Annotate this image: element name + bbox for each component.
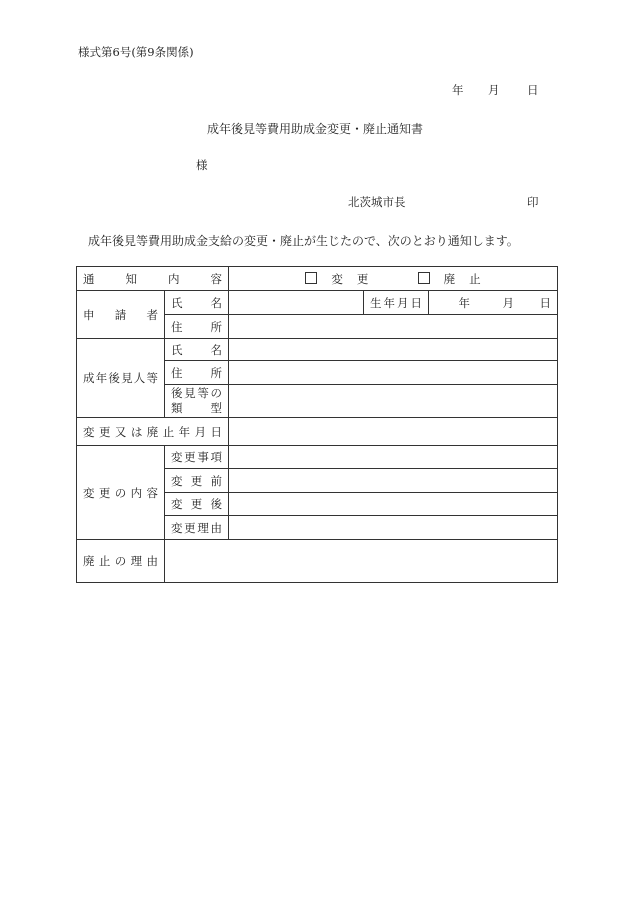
birthdate-label-cell bbox=[364, 291, 429, 315]
abolish-checkbox-icon[interactable] bbox=[418, 272, 430, 284]
change-option-label: 変 更 bbox=[331, 271, 369, 286]
applicant-name-label-cell bbox=[165, 291, 229, 315]
change-option[interactable] bbox=[305, 272, 368, 286]
abolish-option[interactable] bbox=[418, 272, 481, 286]
intro-text: 成年後見等費用助成金支給の変更・廃止が生じたので、次のとおり通知します。 bbox=[88, 234, 519, 248]
after-label: 変 更 後 bbox=[171, 497, 222, 511]
applicant-address-label-cell bbox=[165, 315, 229, 339]
birthdate-label: 生 年 月 日 bbox=[370, 295, 422, 310]
birth-year-label: 年 bbox=[458, 295, 471, 310]
date-month-label: 月 bbox=[488, 83, 500, 97]
applicant-name-field[interactable] bbox=[229, 291, 364, 315]
change-item-label: 変 更 事 項 bbox=[171, 450, 222, 464]
before-label: 変 更 前 bbox=[171, 473, 222, 488]
birth-month-label: 月 bbox=[502, 295, 515, 310]
abolish-reason-label-cell bbox=[77, 540, 165, 583]
ward-address-field[interactable] bbox=[229, 361, 558, 385]
notice-content-label-cell bbox=[77, 267, 229, 291]
ward-address-label-cell bbox=[165, 361, 229, 385]
guardianship-type-field[interactable] bbox=[229, 385, 558, 418]
abolish-reason-row bbox=[77, 540, 558, 583]
applicant-label-cell bbox=[77, 291, 165, 339]
notice-options-cell bbox=[229, 267, 558, 291]
ward-address-label: 住 所 bbox=[171, 365, 222, 380]
ward-label-cell bbox=[77, 339, 165, 418]
ward-name-label-cell bbox=[165, 339, 229, 361]
change-date-row bbox=[77, 418, 558, 446]
change-reason-label: 変 更 理 由 bbox=[171, 520, 222, 535]
change-reason-label-cell bbox=[165, 516, 229, 540]
before-label-cell bbox=[165, 469, 229, 493]
change-content-label-cell bbox=[77, 446, 165, 540]
applicant-address-label: 住 所 bbox=[171, 319, 222, 334]
seal-mark: 印 bbox=[527, 195, 539, 209]
document-title: 成年後見等費用助成金変更・廃止通知書 bbox=[206, 122, 423, 136]
change-item-field[interactable] bbox=[229, 446, 558, 469]
change-item-row bbox=[77, 446, 558, 469]
birth-day-label: 日 bbox=[539, 295, 552, 310]
date-day-label: 日 bbox=[527, 83, 539, 97]
notice-table bbox=[76, 266, 558, 583]
guardianship-type-label-cell bbox=[165, 385, 229, 418]
applicant-address-field[interactable] bbox=[229, 315, 558, 339]
ward-name-row bbox=[77, 339, 558, 361]
applicant-label: 申 請 者 bbox=[83, 307, 158, 322]
after-change-field[interactable] bbox=[229, 493, 558, 516]
change-date-label: 変 更 又 は 廃 止 年 月 日 bbox=[83, 424, 222, 439]
date-year-label: 年 bbox=[452, 83, 464, 97]
birthdate-field[interactable] bbox=[429, 291, 558, 315]
form-number: 様式第6号(第9条関係) bbox=[78, 45, 194, 59]
issue-date bbox=[452, 82, 539, 98]
ward-name-label: 氏 名 bbox=[171, 342, 222, 357]
ward-label: 成 年 後 見 人 等 bbox=[83, 371, 158, 385]
abolish-reason-label: 廃 止 の 理 由 bbox=[83, 554, 158, 568]
change-content-label: 変 更 の 内 容 bbox=[83, 485, 158, 500]
guardianship-type-line1: 後 見 等 の bbox=[171, 386, 222, 400]
applicant-name-label: 氏 名 bbox=[171, 295, 222, 310]
after-label-cell bbox=[165, 493, 229, 516]
applicant-name-row bbox=[77, 291, 558, 315]
abolish-reason-field[interactable] bbox=[165, 540, 558, 583]
change-item-label-cell bbox=[165, 446, 229, 469]
sender-mayor: 北茨城市長 bbox=[348, 195, 406, 209]
birthdate-units bbox=[435, 295, 551, 311]
abolish-option-label: 廃 止 bbox=[443, 271, 481, 286]
before-change-field[interactable] bbox=[229, 469, 558, 493]
ward-name-field[interactable] bbox=[229, 339, 558, 361]
guardianship-type-line2: 類 型 bbox=[171, 401, 222, 415]
change-date-label-cell bbox=[77, 418, 229, 446]
change-checkbox-icon[interactable] bbox=[305, 272, 317, 284]
change-reason-field[interactable] bbox=[229, 516, 558, 540]
change-date-field[interactable] bbox=[229, 418, 558, 446]
notice-content-label: 通 知 内 容 bbox=[83, 271, 222, 286]
addressee-honorific: 様 bbox=[196, 158, 208, 172]
notice-content-row bbox=[77, 267, 558, 291]
